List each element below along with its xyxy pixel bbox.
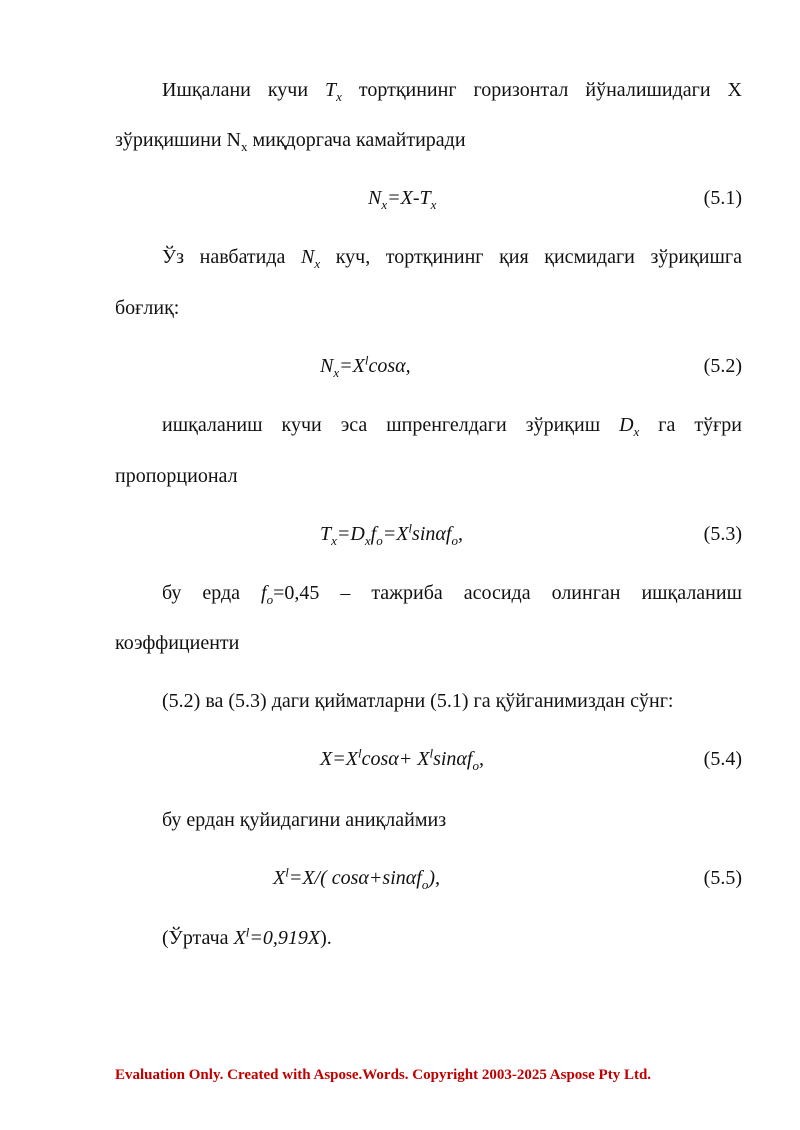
math-var: $T_x$ bbox=[325, 79, 342, 104]
equation-5-3: $T_x=D_xf_o=X^l\sin\alpha f_o$, bbox=[320, 520, 463, 548]
paragraph-6: бу ердан қуйидагини аниқлаймиз bbox=[162, 809, 447, 831]
equation-5-4: $X=X^l\cos\alpha+ X^l\sin\alpha f_o$, bbox=[320, 745, 484, 773]
paragraph-2-line-1: Ўз навбатида $N_x$ куч, тортқининг қия қисмидаги зўриқишга bbox=[162, 246, 742, 271]
paragraph-2-line-2: боғлиқ: bbox=[115, 297, 180, 319]
word: тортқининг bbox=[358, 79, 457, 101]
equation-number: (5.3) bbox=[703, 523, 742, 545]
math-expr: $f_o=0,45$ bbox=[261, 582, 320, 607]
paragraph-1-line-2: зўриқишини $N_x$ миқдоргача камайтиради bbox=[115, 129, 466, 154]
word: йўналишидаги bbox=[585, 79, 711, 101]
word: X bbox=[727, 79, 742, 101]
paragraph-3-line-2: пропорционал bbox=[115, 465, 238, 487]
math-var: $N_x$ bbox=[301, 246, 321, 271]
paragraph-5: (5.2) ва (5.3) даги қийматларни (5.1) га қўйганимиздан сўнг: bbox=[162, 690, 674, 712]
equation-number: (5.5) bbox=[703, 867, 742, 889]
paragraph-1-line-1 bbox=[162, 79, 742, 104]
equation-number: (5.4) bbox=[703, 748, 742, 770]
word: кучи bbox=[267, 79, 309, 101]
paragraph-4-line-1: бу ерда $f_o=0,45$ – тажриба асосида олинган ишқаланиш bbox=[162, 582, 742, 607]
equation-5-5: $X^l=X/$( cosα+sinαf$_o$), bbox=[273, 864, 440, 892]
math-var: $D_x$ bbox=[619, 414, 640, 439]
paragraph-7: (Ўртача $X^l=0,919X$). bbox=[162, 924, 332, 949]
evaluation-footer: Evaluation Only. Created with Aspose.Words. Copyright 2003-2025 Aspose Pty Ltd. bbox=[115, 1067, 652, 1083]
word: Ишқалани bbox=[162, 79, 251, 101]
paragraph-4-line-2: коэффициенти bbox=[115, 632, 240, 654]
equation-number: (5.1) bbox=[703, 187, 742, 209]
equation-number: (5.2) bbox=[703, 355, 742, 377]
paragraph-3-line-1: ишқаланиш кучи эса шпренгелдаги зўриқиш $D_x$ га тўғри bbox=[162, 414, 742, 439]
equation-5-2: $N_x=X^l\cos\alpha$, bbox=[320, 352, 411, 380]
word: горизонтал bbox=[473, 79, 569, 101]
equation-5-1: $N_x=X-T_x$ bbox=[368, 187, 437, 212]
